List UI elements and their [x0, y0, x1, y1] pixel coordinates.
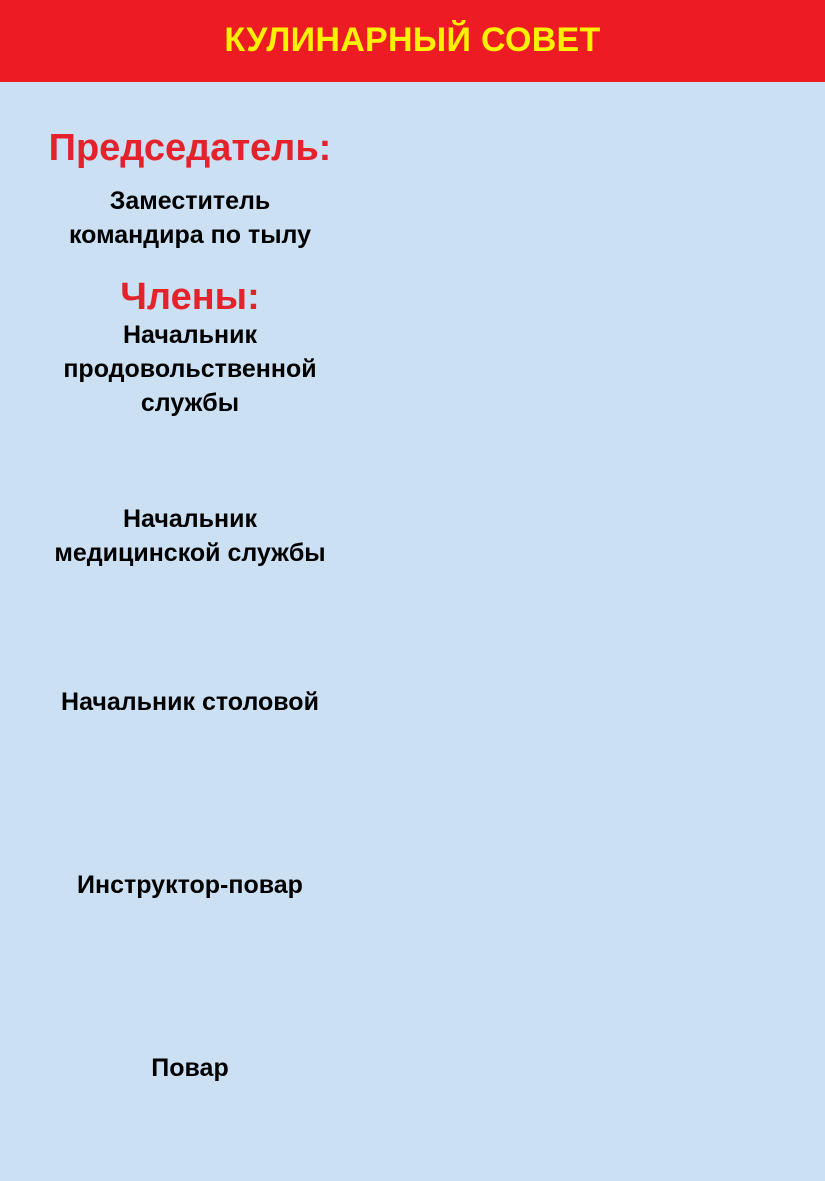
member-line: медицинской службы: [54, 539, 326, 567]
member-cook: [0, 1051, 380, 1085]
members-heading: Члены:: [120, 276, 260, 318]
chairman-heading: Председатель:: [48, 127, 332, 169]
chairman-position: [0, 184, 380, 252]
member-line: службы: [140, 389, 240, 417]
page-title: КУЛИНАРНЫЙ СОВЕТ: [224, 21, 601, 59]
member-medical-service-chief: [0, 502, 380, 570]
member-line: Повар: [151, 1054, 229, 1082]
member-canteen-chief: [0, 685, 380, 719]
member-line: Инструктор-повар: [77, 871, 303, 899]
member-line: Начальник: [123, 321, 257, 349]
member-line: Начальник столовой: [61, 688, 319, 716]
member-instructor-cook: [0, 868, 380, 902]
title-banner: [0, 0, 825, 82]
member-line: Начальник: [123, 505, 257, 533]
chairman-position-line-2: командира по тылу: [68, 221, 312, 249]
member-line: продовольственной: [63, 355, 317, 383]
chairman-position-line-1: Заместитель: [109, 187, 271, 215]
member-food-service-chief: [0, 318, 380, 420]
